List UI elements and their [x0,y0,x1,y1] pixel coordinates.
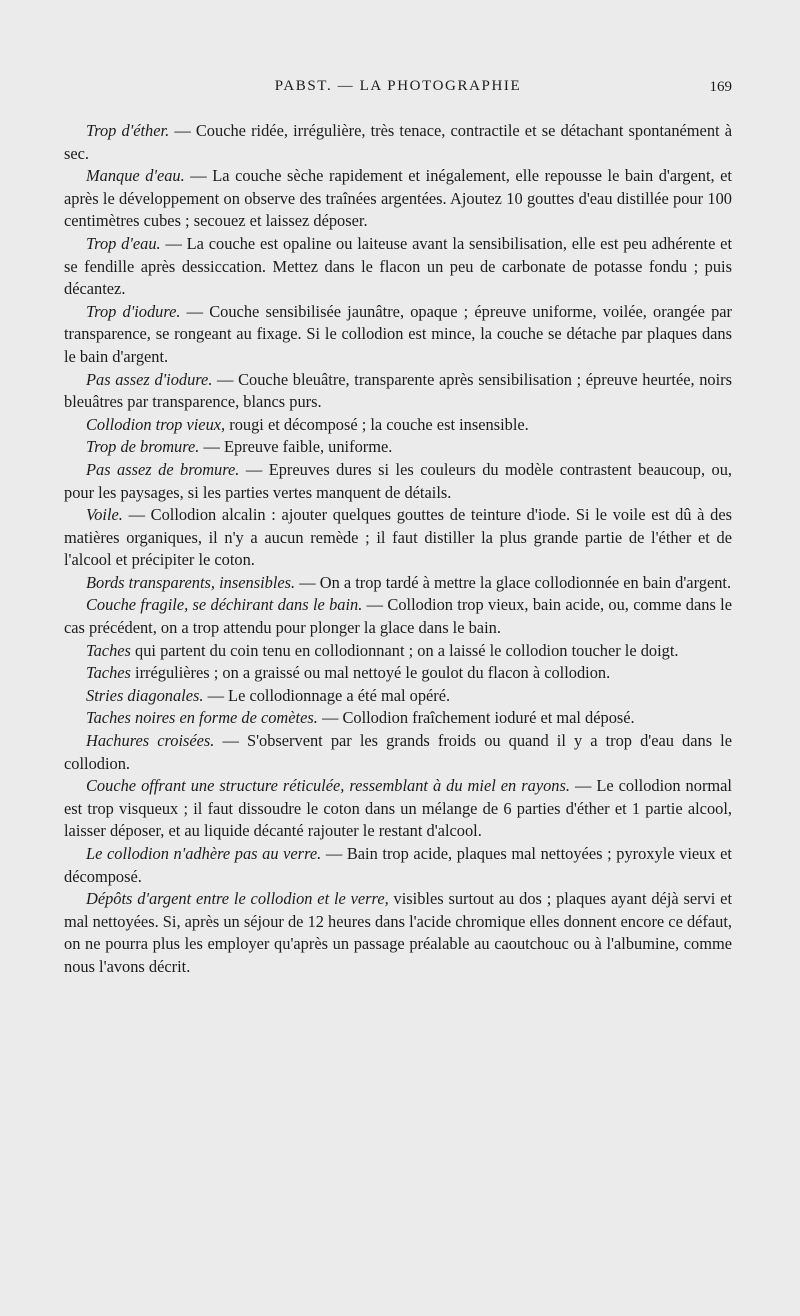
term: Voile. [86,505,123,525]
description: — Epreuve faible, uniforme. [199,437,393,457]
term: Trop d'iodure. [86,301,181,321]
term: Dépôts d'argent entre le collodion et le verre, [86,889,389,909]
paragraph-taches-irregulieres [64,662,732,685]
paragraph-collodion-trop-vieux [64,414,732,437]
term: Le collodion n'adhère pas au verre. [86,844,322,863]
paragraph-trop-eau [64,233,732,301]
running-title: PABST. — LA PHOTOGRAPHIE [274,78,522,94]
paragraph-depots-argent [64,888,732,978]
term: Bords transparents, insensibles. [86,572,296,592]
term: Stries diagonales. [86,685,204,705]
page-number: 169 [709,79,732,95]
description: — Collodion alcalin : ajouter quelques gouttes de teinture d'iode. Si le voile est dû à des matières organiques, il n'y a aucun remède ; il faut distiller la plus grande partie de l'éther et de l'alcool et précipiter le coton. [64,505,732,570]
body-text [64,120,732,979]
description: visibles surtout au dos ; plaques ayant déjà servi et mal nettoyées. Si, après un séjour de 12 heures dans l'acide chromique elles donnent encore ce défaut, on ne pourra plus les employer qu'après un passage préalable au caoutchouc ou à l'albumine, comme nous l'avons décrit. [64,889,733,976]
description: rougi et décomposé ; la couche est insensible. [225,414,529,434]
term: Taches noires en forme de comètes. [86,708,318,728]
description: — La couche sèche rapidement et inégalement, elle repousse le bain d'argent, et après le développement on observe des traînées argentées. Ajoutez 10 gouttes d'eau distillée pour 100 centimètres cubes ; secouez et laissez déposer. [64,166,732,231]
paragraph-structure-reticulee [64,775,732,843]
paragraph-trop-ether [64,120,732,165]
paragraph-pas-assez-bromure [64,459,732,504]
term: Trop de bromure. [86,437,200,457]
term: Pas assez d'iodure. [86,369,213,389]
term: Trop d'éther. [86,121,170,140]
description: — Collodion trop vieux, bain acide, ou, comme dans le cas précédent, on a trop attendu pour plonger la glace dans le bain. [64,595,732,638]
description: — Le collodionnage a été mal opéré. [203,685,451,705]
term: Pas assez de bromure. [86,459,240,479]
paragraph-manque-eau [64,165,732,233]
paragraph-couche-fragile [64,594,732,639]
paragraph-taches-coin [64,640,732,663]
paragraph-trop-bromure [64,436,732,459]
paragraph-stries-diagonales [64,685,732,708]
description: — Couche sensibilisée jaunâtre, opaque ; épreuve uniforme, voilée, orangée par transparence, se rongeant au fixage. Si le collodion est mince, la couche se détache par plaques dans le bain d'argent. [64,301,732,366]
paragraph-bords-transparents [64,572,732,595]
description: qui partent du coin tenu en collodionnant ; on a laissé le collodion toucher le doigt. [130,640,679,660]
description: — Bain trop acide, plaques mal nettoyées ; pyroxyle vieux et décomposé. [64,844,732,886]
description: — S'observent par les grands froids ou quand il y a trop d'eau dans le collodion. [64,731,732,773]
description: — La couche est opaline ou laiteuse avant la sensibilisation, elle est peu adhérente et se fendille après dessiccation. Mettez dans le flacon un peu de carbonate de potasse fondu ; puis décantez. [64,233,732,299]
page-header [64,78,732,102]
term: Couche offrant une structure réticulée, ressemblant à du miel en rayons. [86,776,570,796]
description: — Couche ridée, irrégulière, très tenace, contractile et se détachant spontanément à sec. [64,121,732,163]
paragraph-voile [64,504,732,572]
paragraph-trop-iodure [64,301,732,369]
term: Trop d'eau. [86,233,161,253]
description: — Couche bleuâtre, transparente après sensibilisation ; épreuve heurtée, noirs bleuâtres par transparence, blancs purs. [64,369,733,412]
term: Manque d'eau. [86,166,185,186]
term: Taches [86,640,131,660]
term: Taches [86,663,131,683]
paragraph-taches-noires [64,707,732,730]
description: — Epreuves dures si les couleurs du modèle contrastent beaucoup, ou, pour les paysages, si les parties vertes manquent de détails. [64,459,732,502]
paragraph-hachures-croisees [64,730,732,775]
description: — Le collodion normal est trop visqueux ; il faut dissoudre le coton dans un mélange de 6 parties d'éther et 1 partie alcool, laisser déposer, et au liquide décanté rajouter le restant d'alcool. [64,776,732,841]
description: — Collodion fraîchement ioduré et mal déposé. [317,708,635,728]
term: Hachures croisées. [86,731,215,751]
paragraph-collodion-adhere-pas [64,843,732,888]
description: irrégulières ; on a graissé ou mal nettoyé le goulot du flacon à collodion. [130,663,611,683]
description: — On a trop tardé à mettre la glace collodionnée en bain d'argent. [295,572,732,592]
paragraph-pas-assez-iodure [64,369,732,414]
term: Couche fragile, se déchirant dans le bain. [86,595,363,615]
term: Collodion trop vieux, [86,414,226,434]
